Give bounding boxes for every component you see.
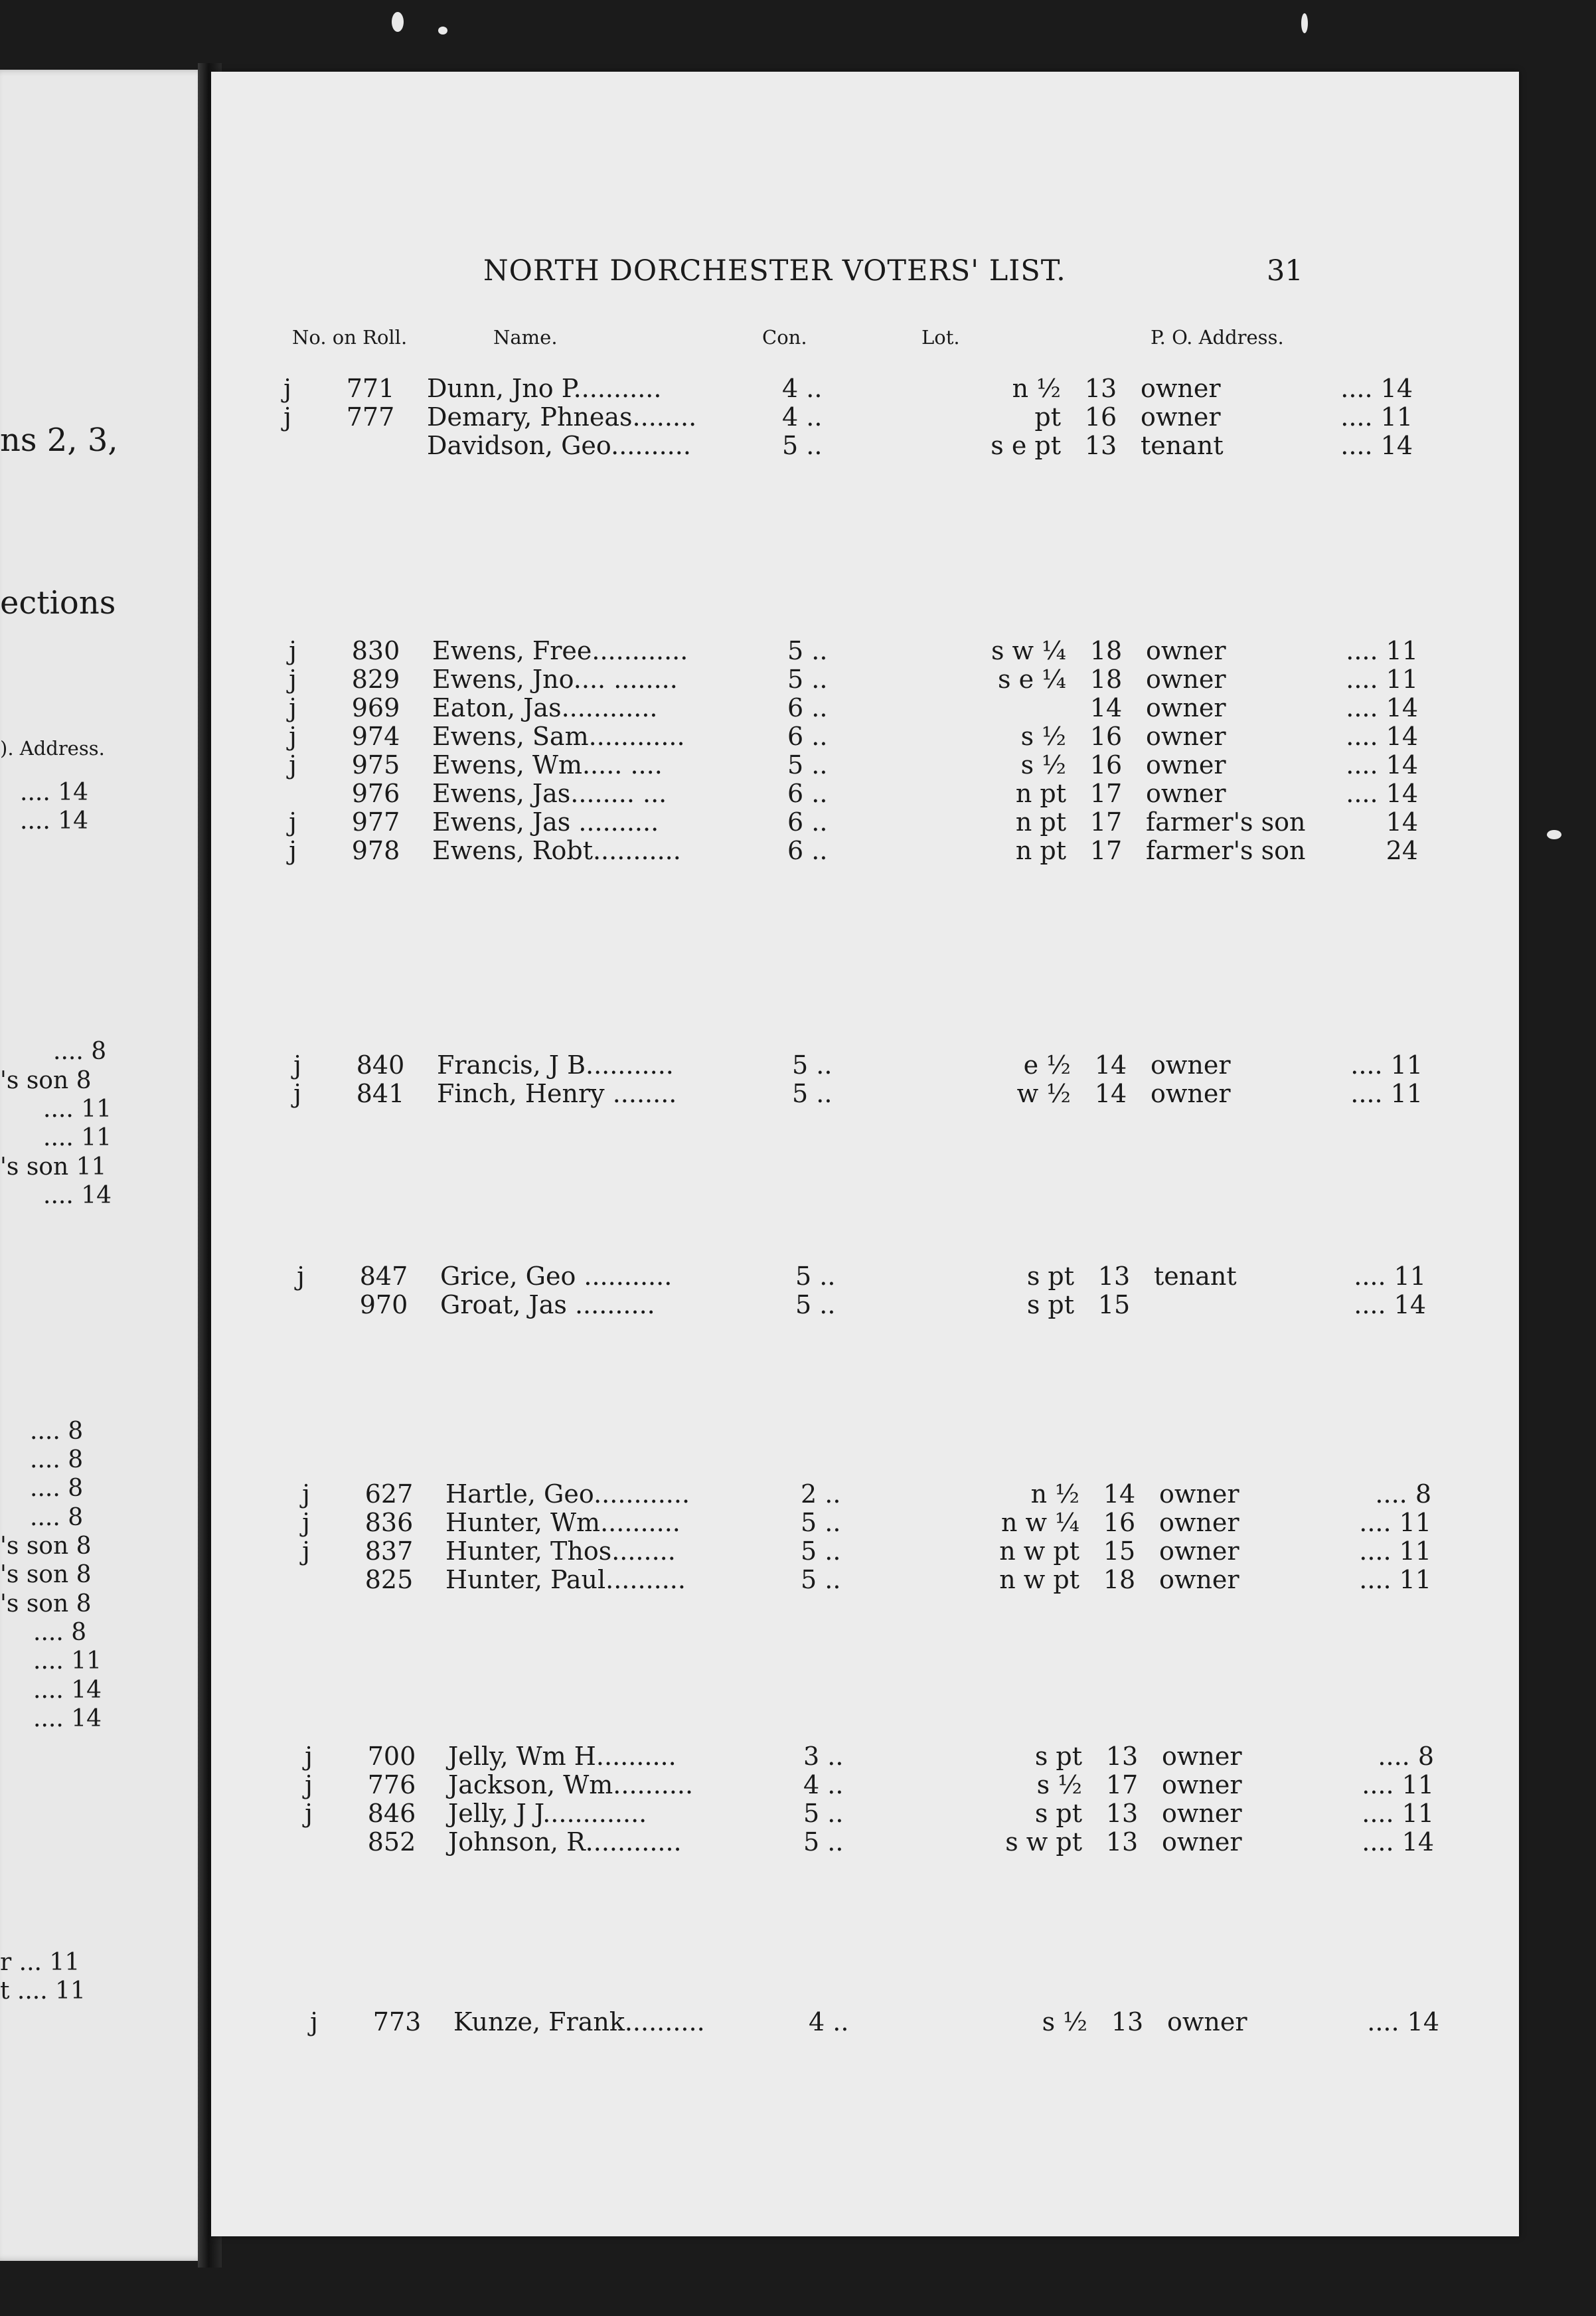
column-header-address: P. O. Address. — [1151, 326, 1284, 349]
cell-roll: 840 — [356, 1050, 405, 1080]
cell-occ: owner — [1151, 1079, 1231, 1108]
film-speck — [1547, 830, 1561, 839]
cell-roll: 825 — [364, 1565, 414, 1594]
cell-name: Hunter, Wm.......... — [445, 1508, 680, 1537]
cell-roll: 846 — [367, 1799, 416, 1828]
left-page-line: r ... 11 — [0, 1949, 80, 1976]
cell-j: j — [283, 374, 291, 403]
cell-lot: n pt — [1015, 807, 1066, 837]
cell-occ: owner — [1141, 374, 1221, 403]
cell-lot-no: 14 — [1089, 693, 1123, 722]
cell-roll: 978 — [351, 836, 400, 865]
cell-name: Dunn, Jno P........... — [427, 374, 662, 403]
cell-occ: owner — [1146, 636, 1226, 665]
cell-roll: 776 — [367, 1770, 416, 1799]
table-row — [238, 2007, 1439, 2036]
left-page-line: .... 8 — [30, 1475, 84, 1502]
cell-lot: n pt — [1015, 779, 1066, 808]
cell-roll: 830 — [351, 636, 400, 665]
cell-name: Grice, Geo ........... — [440, 1262, 673, 1291]
column-header-roll: No. on Roll. — [292, 326, 408, 349]
cell-addr: .... 14 — [1340, 374, 1413, 403]
cell-name: Hartle, Geo............ — [445, 1479, 690, 1509]
left-page-line: .... 11 — [43, 1096, 112, 1123]
cell-con: 5 .. — [792, 1050, 833, 1080]
cell-addr: .... 11 — [1346, 636, 1418, 665]
left-page-line: ns 2, 3, — [0, 422, 118, 459]
cell-name: Ewens, Jno.... ........ — [432, 665, 678, 694]
cell-roll: 627 — [364, 1479, 414, 1509]
table-row — [216, 779, 1418, 808]
table-row — [211, 431, 1413, 460]
cell-occ: owner — [1162, 1742, 1242, 1771]
left-page-line: .... 14 — [33, 1677, 102, 1704]
table-row — [230, 1479, 1431, 1509]
cell-roll: 852 — [367, 1827, 416, 1857]
cell-con: 3 .. — [803, 1742, 844, 1771]
left-page-line: .... 8 — [30, 1504, 84, 1531]
cell-name: Jackson, Wm.......... — [448, 1770, 694, 1799]
cell-addr: 24 — [1386, 836, 1418, 865]
cell-lot-no: 17 — [1105, 1770, 1139, 1799]
cell-roll: 829 — [351, 665, 400, 694]
cell-roll: 974 — [351, 722, 400, 751]
cell-addr: .... 14 — [1346, 779, 1418, 808]
cell-j: j — [297, 1262, 305, 1291]
cell-name: Demary, Phneas........ — [427, 402, 697, 432]
cell-con: 6 .. — [787, 836, 828, 865]
cell-lot: w ½ — [1016, 1079, 1071, 1108]
cell-j: j — [289, 836, 297, 865]
cell-con: 5 .. — [801, 1565, 841, 1594]
table-row — [221, 1050, 1423, 1080]
cell-roll: 773 — [372, 2007, 422, 2036]
cell-name: Ewens, Wm..... .... — [432, 750, 663, 780]
cell-name: Jelly, J J............. — [448, 1799, 647, 1828]
cell-occ: owner — [1146, 750, 1226, 780]
cell-lot-no: 13 — [1097, 1262, 1131, 1291]
cell-occ: owner — [1141, 402, 1221, 432]
cell-lot-no: 18 — [1089, 665, 1123, 694]
cell-occ: tenant — [1154, 1262, 1237, 1291]
cell-lot: n ½ — [1012, 374, 1061, 403]
table-row — [211, 402, 1413, 432]
cell-lot-no: 14 — [1094, 1079, 1127, 1108]
cell-roll: 777 — [346, 402, 395, 432]
cell-name: Hunter, Thos........ — [445, 1536, 676, 1566]
cell-addr: .... 11 — [1359, 1536, 1431, 1566]
cell-addr: .... 11 — [1359, 1508, 1431, 1537]
cell-lot-no: 15 — [1103, 1536, 1136, 1566]
left-page-line: .... 8 — [33, 1619, 87, 1646]
cell-occ: owner — [1146, 722, 1226, 751]
cell-name: Davidson, Geo.......... — [427, 431, 691, 460]
table-row — [232, 1799, 1434, 1828]
cell-j: j — [283, 402, 291, 432]
cell-lot: s w pt — [1005, 1827, 1082, 1857]
cell-addr: .... 11 — [1359, 1565, 1431, 1594]
cell-lot-no: 13 — [1105, 1799, 1139, 1828]
cell-addr: 14 — [1386, 807, 1418, 837]
cell-addr: .... 14 — [1346, 722, 1418, 751]
cell-addr: .... 11 — [1354, 1262, 1426, 1291]
cell-lot: s w ¼ — [991, 636, 1066, 665]
cell-occ: owner — [1159, 1508, 1239, 1537]
cell-occ: owner — [1151, 1050, 1231, 1080]
cell-addr: .... 8 — [1375, 1479, 1431, 1509]
cell-con: 5 .. — [787, 665, 828, 694]
left-page-line: 's son 8 — [0, 1067, 92, 1094]
cell-lot-no: 18 — [1103, 1565, 1136, 1594]
cell-lot-no: 14 — [1103, 1479, 1136, 1509]
left-page-line: 's son 8 — [0, 1590, 92, 1617]
cell-lot: pt — [1034, 402, 1061, 432]
table-row — [216, 636, 1418, 665]
left-page-line: .... 14 — [43, 1182, 112, 1209]
cell-lot-no: 17 — [1089, 807, 1123, 837]
cell-con: 5 .. — [801, 1536, 841, 1566]
cell-con: 5 .. — [795, 1290, 836, 1319]
cell-lot: s ½ — [1036, 1770, 1082, 1799]
table-row — [232, 1742, 1434, 1771]
left-page-line: .... 8 — [53, 1038, 107, 1065]
cell-j: j — [293, 1050, 301, 1080]
cell-occ: owner — [1159, 1565, 1239, 1594]
cell-name: Finch, Henry ........ — [437, 1079, 677, 1108]
left-page-line: t .... 11 — [0, 1977, 86, 2005]
cell-j: j — [310, 2007, 318, 2036]
cell-lot: s e pt — [991, 431, 1061, 460]
table-row — [224, 1262, 1426, 1291]
cell-roll: 847 — [359, 1262, 408, 1291]
cell-name: Jelly, Wm H.......... — [448, 1742, 677, 1771]
cell-j: j — [289, 636, 297, 665]
cell-j: j — [289, 693, 297, 722]
cell-roll: 836 — [364, 1508, 414, 1537]
cell-occ: owner — [1162, 1770, 1242, 1799]
cell-j: j — [289, 807, 297, 837]
cell-roll: 771 — [346, 374, 395, 403]
cell-roll: 970 — [359, 1290, 408, 1319]
left-page-line: .... 14 — [33, 1705, 102, 1732]
cell-lot-no: 16 — [1103, 1508, 1136, 1537]
cell-occ: owner — [1159, 1479, 1239, 1509]
cell-addr: .... 14 — [1346, 750, 1418, 780]
cell-con: 5 .. — [801, 1508, 841, 1537]
table-row — [216, 665, 1418, 694]
cell-name: Ewens, Jas........ ... — [432, 779, 667, 808]
cell-j: j — [289, 750, 297, 780]
cell-j: j — [293, 1079, 301, 1108]
cell-roll: 837 — [364, 1536, 414, 1566]
cell-lot: s pt — [1026, 1262, 1074, 1291]
cell-con: 5 .. — [795, 1262, 836, 1291]
table-row — [232, 1827, 1434, 1857]
film-speck — [438, 27, 447, 35]
cell-lot: s ½ — [1042, 2007, 1087, 2036]
cell-name: Ewens, Robt........... — [432, 836, 681, 865]
left-page-line: 's son 8 — [0, 1561, 92, 1588]
left-page-line: .... 14 — [20, 807, 89, 835]
cell-lot: s ½ — [1020, 750, 1066, 780]
cell-addr: .... 14 — [1367, 2007, 1439, 2036]
cell-con: 5 .. — [803, 1827, 844, 1857]
cell-lot-no: 13 — [1105, 1827, 1139, 1857]
cell-j: j — [302, 1479, 310, 1509]
cell-con: 5 .. — [787, 750, 828, 780]
cell-name: Hunter, Paul.......... — [445, 1565, 686, 1594]
table-row — [216, 722, 1418, 751]
cell-lot-no: 13 — [1084, 374, 1117, 403]
cell-name: Francis, J B........... — [437, 1050, 674, 1080]
left-page-line: .... 11 — [33, 1647, 102, 1675]
column-header-lot: Lot. — [921, 326, 960, 349]
cell-lot: s pt — [1026, 1290, 1074, 1319]
cell-addr: .... 11 — [1346, 665, 1418, 694]
cell-con: 6 .. — [787, 779, 828, 808]
cell-roll: 975 — [351, 750, 400, 780]
cell-addr: .... 14 — [1362, 1827, 1434, 1857]
table-row — [216, 836, 1418, 865]
left-page-line: ). Address. — [0, 737, 105, 760]
cell-name: Ewens, Sam............ — [432, 722, 685, 751]
left-page-line: .... 14 — [20, 779, 89, 806]
left-page-line: .... 11 — [43, 1124, 112, 1151]
cell-occ: owner — [1146, 665, 1226, 694]
cell-addr: .... 11 — [1340, 402, 1413, 432]
cell-lot: s ½ — [1020, 722, 1066, 751]
cell-lot: s e ¼ — [998, 665, 1066, 694]
cell-addr: .... 11 — [1362, 1799, 1434, 1828]
cell-con: 5 .. — [792, 1079, 833, 1108]
table-row — [221, 1079, 1423, 1108]
table-row — [216, 750, 1418, 780]
cell-lot-no: 14 — [1094, 1050, 1127, 1080]
cell-name: Kunze, Frank.......... — [453, 2007, 705, 2036]
film-speck — [392, 12, 404, 32]
cell-lot-no: 16 — [1089, 750, 1123, 780]
cell-lot: e ½ — [1023, 1050, 1071, 1080]
cell-lot-no: 17 — [1089, 779, 1123, 808]
cell-name: Groat, Jas .......... — [440, 1290, 655, 1319]
table-row — [216, 693, 1418, 722]
cell-name: Ewens, Free............ — [432, 636, 688, 665]
cell-addr: .... 14 — [1340, 431, 1413, 460]
cell-occ: owner — [1162, 1799, 1242, 1828]
cell-name: Eaton, Jas............ — [432, 693, 658, 722]
cell-lot: n ½ — [1030, 1479, 1079, 1509]
voters-list-page — [211, 72, 1519, 2236]
cell-j: j — [289, 722, 297, 751]
page-number: 31 — [1267, 254, 1303, 288]
cell-lot-no: 18 — [1089, 636, 1123, 665]
cell-lot: n pt — [1015, 836, 1066, 865]
cell-occ: owner — [1146, 693, 1226, 722]
cell-occ: farmer's son — [1146, 836, 1306, 865]
cell-con: 4 .. — [809, 2007, 849, 2036]
table-row — [216, 807, 1418, 837]
left-page-line: 's son 11 — [0, 1153, 107, 1181]
cell-lot-no: 16 — [1084, 402, 1117, 432]
cell-addr: .... 8 — [1378, 1742, 1434, 1771]
cell-j: j — [302, 1536, 310, 1566]
cell-addr: .... 11 — [1350, 1050, 1423, 1080]
cell-j: j — [302, 1508, 310, 1537]
cell-lot: s pt — [1034, 1799, 1082, 1828]
cell-name: Johnson, R............ — [448, 1827, 682, 1857]
table-row — [230, 1508, 1431, 1537]
cell-occ: owner — [1159, 1536, 1239, 1566]
cell-con: 5 .. — [787, 636, 828, 665]
cell-addr: .... 11 — [1362, 1770, 1434, 1799]
cell-con: 5 .. — [803, 1799, 844, 1828]
table-row — [230, 1565, 1431, 1594]
cell-con: 6 .. — [787, 693, 828, 722]
left-page-line: .... 8 — [30, 1446, 84, 1473]
cell-j: j — [289, 665, 297, 694]
cell-addr: .... 14 — [1346, 693, 1418, 722]
cell-lot-no: 13 — [1084, 431, 1117, 460]
cell-occ: farmer's son — [1146, 807, 1306, 837]
cell-occ: owner — [1146, 779, 1226, 808]
cell-occ: owner — [1167, 2007, 1247, 2036]
cell-con: 2 .. — [801, 1479, 841, 1509]
cell-lot: n w pt — [999, 1536, 1079, 1566]
cell-occ: owner — [1162, 1827, 1242, 1857]
table-row — [211, 374, 1413, 403]
cell-j: j — [305, 1770, 313, 1799]
cell-lot-no: 16 — [1089, 722, 1123, 751]
cell-occ: tenant — [1141, 431, 1224, 460]
left-page-line: ections — [0, 584, 116, 621]
cell-roll: 969 — [351, 693, 400, 722]
left-page-line: 's son 8 — [0, 1532, 92, 1560]
table-row — [224, 1290, 1426, 1319]
cell-lot: n w ¼ — [1001, 1508, 1079, 1537]
left-page-fragment — [0, 70, 206, 2261]
table-row — [230, 1536, 1431, 1566]
cell-j: j — [305, 1799, 313, 1828]
cell-con: 5 .. — [782, 431, 823, 460]
cell-lot-no: 13 — [1105, 1742, 1139, 1771]
cell-addr: .... 14 — [1354, 1290, 1426, 1319]
cell-con: 6 .. — [787, 807, 828, 837]
cell-con: 4 .. — [782, 374, 823, 403]
cell-lot: s pt — [1034, 1742, 1082, 1771]
column-header-con: Con. — [762, 326, 807, 349]
cell-roll: 700 — [367, 1742, 416, 1771]
cell-lot-no: 13 — [1111, 2007, 1144, 2036]
cell-roll: 841 — [356, 1079, 405, 1108]
film-speck — [1301, 13, 1308, 33]
cell-roll: 976 — [351, 779, 400, 808]
cell-name: Ewens, Jas .......... — [432, 807, 659, 837]
cell-con: 4 .. — [803, 1770, 844, 1799]
left-page-line: .... 8 — [30, 1418, 84, 1445]
cell-lot: n w pt — [999, 1565, 1079, 1594]
cell-lot-no: 15 — [1097, 1290, 1131, 1319]
cell-addr: .... 11 — [1350, 1079, 1423, 1108]
cell-roll: 977 — [351, 807, 400, 837]
column-header-name: Name. — [493, 326, 558, 349]
cell-con: 6 .. — [787, 722, 828, 751]
cell-lot-no: 17 — [1089, 836, 1123, 865]
cell-con: 4 .. — [782, 402, 823, 432]
table-row — [232, 1770, 1434, 1799]
page-title: NORTH DORCHESTER VOTERS' LIST. — [483, 254, 1066, 288]
cell-j: j — [305, 1742, 313, 1771]
